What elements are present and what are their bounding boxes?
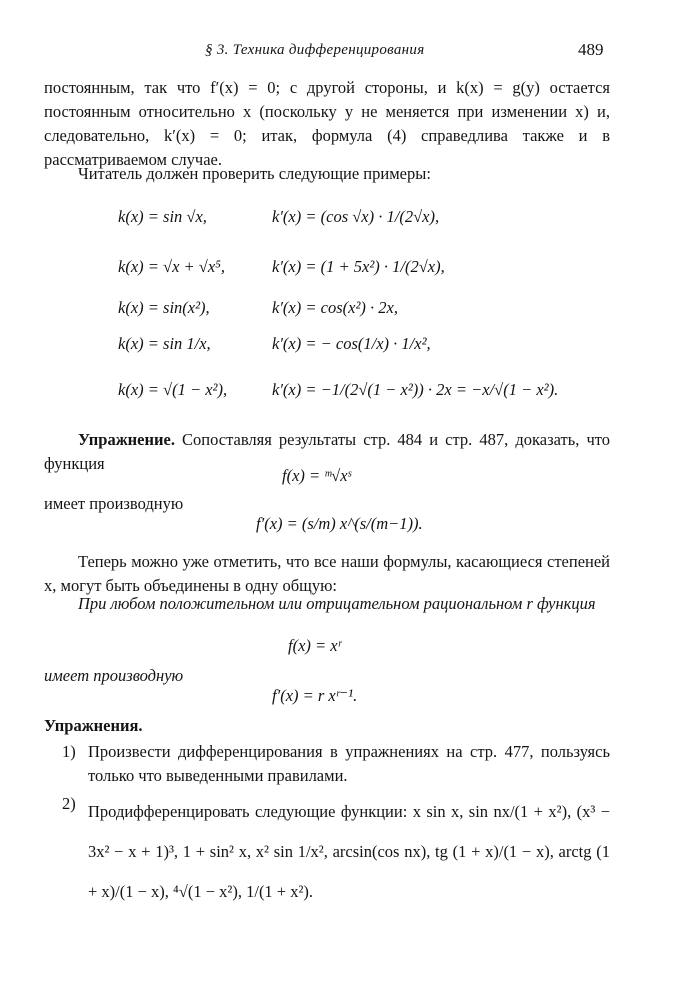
running-header: § 3. Техника дифференцирования [205,42,425,58]
theorem-formula-derivative: f′(x) = r xʳ⁻¹. [272,686,358,705]
theorem-has-derivative: имеет производную [44,666,184,685]
example-3-derivative: k′(x) = cos(x²) · 2x, [272,298,398,317]
exercise-item-1-text: Произвести дифференцирования в упражнениях на стр. 477, пользуясь только что выведенными правилами. [88,742,610,785]
paragraph-general-formula: Теперь можно уже отметить, что все наши формулы, касающиеся степеней x, могут быть объединены в одну общую: [44,552,610,595]
exercise-item-2-text: Продифференцировать следующие функции: x sin x, sin nx/(1 + x²), (x³ − 3x² − x + 1)³, 1 + sin² x, x² sin 1/x², arcsin(cos nx), tg (1 + x)/(1 − x), arctg (1 + x)/(1 − x), ⁴√(1 − x²), 1/(1 + x²). [88,802,610,901]
example-2-function: k(x) = √x + √x⁵, [118,257,226,276]
theorem-statement: При любом положительном или отрицательном рациональном r функция [78,594,596,613]
paragraph-continuation: постоянным, так что f′(x) = 0; с другой стороны, и k(x) = g(y) остается постоянным относительно x (поскольку y не меняется при изменении x) и, следовательно, k′(x) = 0; итак, формула (4) справедлива также и в рассматриваемом случае. [44,78,610,169]
exercise-formula-function: f(x) = ᵐ√xˢ [282,466,352,485]
example-4-derivative: k′(x) = − cos(1/x) · 1/x², [272,334,431,353]
example-1-derivative: k′(x) = (cos √x) · 1/(2√x), [272,207,440,226]
page-number: 489 [578,40,604,59]
example-5-derivative: k′(x) = −1/(2√(1 − x²)) · 2x = −x/√(1 − x²). [272,380,559,399]
exercise-item-1-number: 1) [62,742,76,761]
exercise-label: Упражнение. [78,430,175,449]
example-4-function: k(x) = sin 1/x, [118,334,211,353]
example-2-derivative: k′(x) = (1 + 5x²) · 1/(2√x), [272,257,445,276]
paragraph-examples-intro: Читатель должен проверить следующие примеры: [78,164,431,183]
example-3-function: k(x) = sin(x²), [118,298,210,317]
exercises-heading: Упражнения. [44,716,143,735]
exercise-formula-derivative: f′(x) = (s/m) x^(s/(m−1)). [256,514,423,533]
example-1-function: k(x) = sin √x, [118,207,207,226]
theorem-formula-function: f(x) = xʳ [288,636,342,655]
exercise-text: Сопоставляя результаты стр. 484 и стр. 487, доказать, что функция [44,430,610,473]
exercise-item-2-number: 2) [62,794,76,813]
exercise-has-derivative: имеет производную [44,494,184,513]
example-5-function: k(x) = √(1 − x²), [118,380,228,399]
